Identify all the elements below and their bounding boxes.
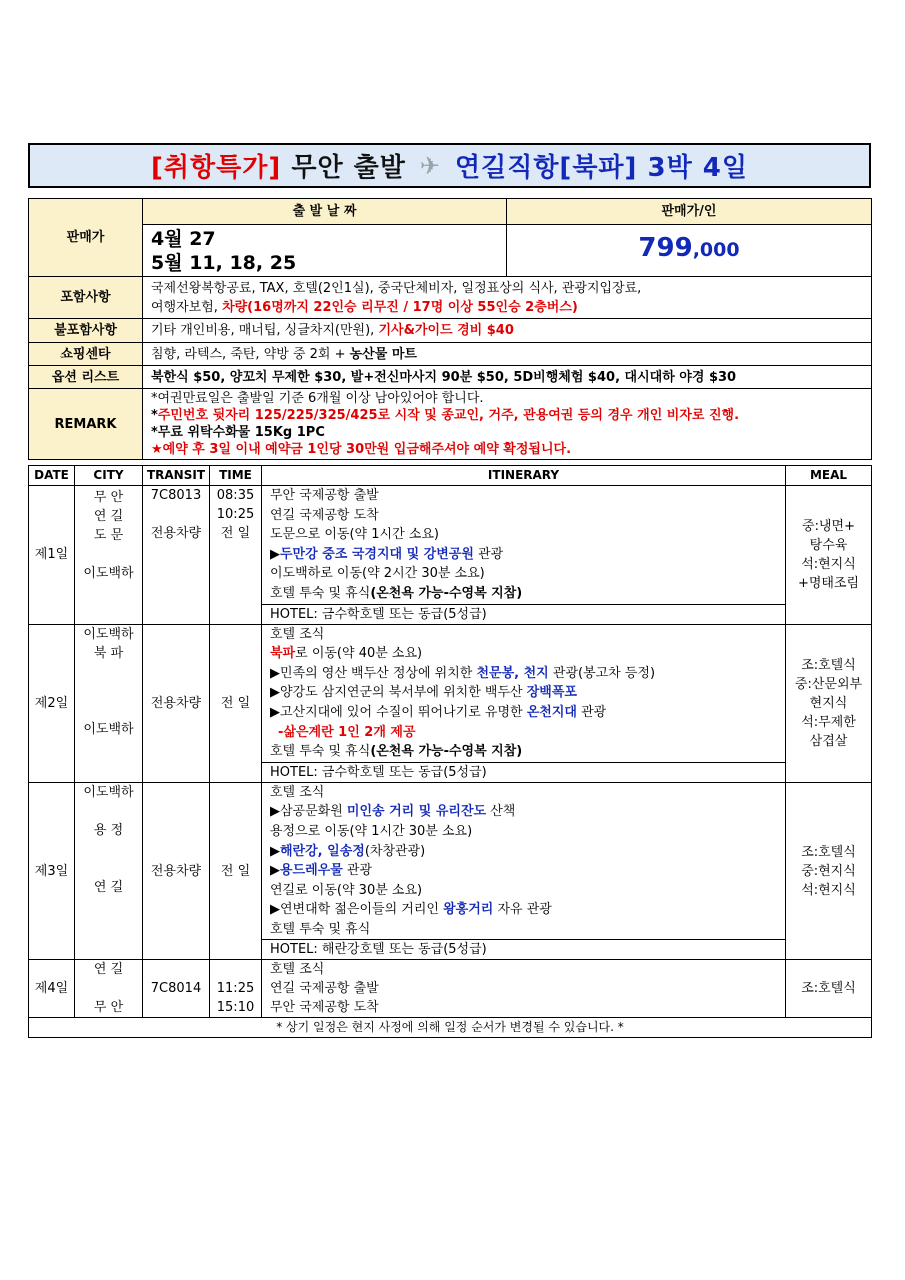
shopping-content bbox=[143, 343, 872, 366]
day4-transit: 7C8014 bbox=[143, 960, 210, 1018]
day4-time-1: 11:25 bbox=[216, 981, 255, 997]
departure-date-header: 출 발 날 짜 bbox=[143, 199, 507, 225]
day1-city-3: 도 문 bbox=[93, 528, 124, 544]
day3-itinerary bbox=[262, 782, 786, 960]
day3-line-5: 관광 bbox=[342, 863, 373, 879]
day1-date: 제1일 bbox=[29, 486, 75, 625]
shopping-text: 침향, 라텍스, 죽탄, 약방 중 2회 + bbox=[151, 346, 350, 362]
day4-line-3: 무안 국제공항 도착 bbox=[270, 1000, 379, 1016]
day2-meal-3: 현지식 bbox=[809, 695, 848, 711]
day2-meal bbox=[786, 624, 872, 782]
itinerary-header-row bbox=[29, 466, 872, 486]
day3-city-2: 용 정 bbox=[93, 822, 124, 838]
day4-date: 제4일 bbox=[29, 960, 75, 1018]
day1-vehicle: 전용차량 bbox=[150, 526, 202, 541]
option-label: 옵션 리스트 bbox=[29, 366, 143, 389]
airplane-icon: ✈ bbox=[419, 151, 441, 180]
day2-meal-2: 중:산문외부 bbox=[794, 676, 863, 692]
arrow-icon: ▶ bbox=[270, 546, 280, 562]
day2-sight-waterfall: 장백폭포 bbox=[526, 685, 577, 701]
day3-cities bbox=[75, 782, 143, 960]
day1-time-2: 10:25 bbox=[216, 507, 255, 522]
day2-line-2: 로 이동(약 40분 소요) bbox=[295, 646, 423, 662]
exclude-label: 불포함사항 bbox=[29, 319, 143, 343]
day2-line-3a: ▶민족의 영산 백두산 정상에 위치한 bbox=[270, 665, 477, 681]
day2-line-7: 호텔 투숙 및 휴식 bbox=[270, 744, 371, 760]
day4-itinerary bbox=[262, 960, 786, 1018]
departure-dates bbox=[143, 225, 507, 277]
day2-row bbox=[29, 624, 872, 782]
day1-line-3: 도문으로 이동(약 1시간 소요) bbox=[270, 527, 439, 543]
title-departure: 무안 출발 bbox=[291, 153, 406, 183]
day2-city-2: 북 파 bbox=[93, 645, 124, 661]
day1-line-5: 이도백하로 이동(약 2시간 30분 소요) bbox=[270, 566, 485, 582]
day2-cities bbox=[75, 624, 143, 782]
price-main: 799 bbox=[638, 233, 693, 263]
day1-hotspring: (온천욕 가능-수영복 지참) bbox=[370, 585, 523, 601]
day1-line-1: 무안 국제공항 출발 bbox=[270, 488, 379, 503]
day3-meal-1: 조:호텔식 bbox=[801, 844, 856, 860]
day1-line-4: 관광 bbox=[473, 546, 504, 562]
arrow-icon: ▶ bbox=[270, 863, 280, 879]
day3-line-3: 용정으로 이동(약 1시간 30분 소요) bbox=[270, 823, 473, 839]
day1-meal-4: +명태조림 bbox=[797, 575, 860, 591]
day2-time: 전 일 bbox=[210, 624, 262, 782]
day3-line-7b: 자유 관광 bbox=[493, 902, 552, 918]
day2-bukpa: 북파 bbox=[270, 646, 296, 662]
day3-time: 전 일 bbox=[210, 782, 262, 960]
price-per-person-header: 판매가/인 bbox=[507, 199, 872, 225]
shopping-market: 농산물 마트 bbox=[349, 346, 417, 362]
day1-transit bbox=[143, 486, 210, 625]
title-destination: 연길직항[북파] bbox=[454, 153, 638, 183]
day3-meal-3: 석:현지식 bbox=[801, 882, 856, 898]
day1-meal-3: 석:현지식 bbox=[801, 556, 856, 572]
day4-row bbox=[29, 960, 872, 1018]
price-suffix: ,000 bbox=[692, 239, 740, 261]
day3-sight-pine: 미인송 거리 및 유리잔도 bbox=[346, 804, 487, 820]
day1-row bbox=[29, 486, 872, 625]
day2-sight-hotspring: 온천지대 bbox=[526, 704, 577, 720]
footer-row bbox=[29, 1018, 872, 1038]
include-content bbox=[143, 277, 872, 319]
header-transit: TRANSIT bbox=[143, 466, 210, 486]
day2-line-5b: 관광 bbox=[576, 704, 607, 720]
day2-itinerary bbox=[262, 624, 786, 782]
day2-city-3: 이도백하 bbox=[83, 721, 134, 737]
day1-meal-2: 탕수육 bbox=[809, 537, 848, 553]
shopping-label: 쇼핑센타 bbox=[29, 343, 143, 366]
option-content: 북한식 $50, 양꼬치 무제한 $30, 발+전신마사지 90분 $50, 5D비행체험 $40, 대시대하 야경 $30 bbox=[143, 366, 872, 389]
include-line-1: 국제선왕복항공료, TAX, 호텔(2인1실), 중국단체비자, 일정표상의 식사, 관광지입장료, bbox=[151, 280, 642, 296]
day1-time-3: 전 일 bbox=[220, 526, 251, 541]
day3-sight-haeran: 해란강, 일송정 bbox=[280, 843, 365, 859]
itinerary-footer-note: * 상기 일정은 현지 사정에 의해 일정 순서가 변경될 수 있습니다. * bbox=[29, 1018, 872, 1038]
day1-itinerary bbox=[262, 486, 786, 625]
day2-city-1: 이도백하 bbox=[83, 626, 134, 642]
day3-row bbox=[29, 782, 872, 960]
day3-date: 제3일 bbox=[29, 782, 75, 960]
day1-meal bbox=[786, 486, 872, 625]
day2-meal-1: 조:호텔식 bbox=[801, 657, 856, 673]
day1-meal-1: 중:냉면+ bbox=[802, 518, 855, 534]
day3-line-1: 호텔 조식 bbox=[270, 784, 325, 800]
remark-star: * bbox=[151, 408, 158, 423]
header-meal: MEAL bbox=[786, 466, 872, 486]
day2-hotel: HOTEL: 금수학호텔 또는 동급(5성급) bbox=[262, 762, 785, 782]
day1-flight: 7C8013 bbox=[150, 488, 202, 503]
day4-line-1: 호텔 조식 bbox=[270, 962, 325, 978]
header-time: TIME bbox=[210, 466, 262, 486]
day2-sight-cheonji: 천문봉, 천지 bbox=[476, 665, 549, 681]
arrow-icon: ▶ bbox=[270, 843, 280, 859]
remark-deposit: ★예약 후 3일 이내 예약금 1인당 30만원 입금해주셔야 예약 확정됩니다. bbox=[151, 442, 572, 457]
day3-line-7a: ▶연변대학 젊은이들의 거리인 bbox=[270, 902, 444, 918]
day2-meal-4: 석:무제한 bbox=[801, 714, 856, 730]
day1-cities bbox=[75, 486, 143, 625]
day4-times bbox=[210, 960, 262, 1018]
day1-city-1: 무 안 bbox=[93, 490, 124, 506]
page-title bbox=[28, 143, 871, 188]
day3-meal bbox=[786, 782, 872, 960]
exclude-content bbox=[143, 319, 872, 343]
day4-time-2: 15:10 bbox=[216, 1000, 255, 1016]
day4-city-1: 연 길 bbox=[93, 962, 124, 978]
day2-transit: 전용차량 bbox=[143, 624, 210, 782]
day1-city-2: 연 길 bbox=[93, 509, 124, 525]
remark-baggage: *무료 위탁수화물 15Kg 1PC bbox=[151, 425, 325, 440]
remark-visa: 주민번호 뒷자리 125/225/325/425로 시작 및 종교인, 거주, 관용여권 등의 경우 개인 비자로 진행. bbox=[157, 408, 740, 423]
title-duration: 3박 4일 bbox=[647, 153, 748, 183]
day1-line-2: 연길 국제공항 도착 bbox=[270, 507, 379, 523]
remark-passport: *여권만료일은 출발일 기준 6개월 이상 남아있어야 합니다. bbox=[151, 391, 484, 406]
price-label: 판매가 bbox=[29, 199, 143, 277]
include-vehicle: 차량(16명까지 22인승 리무진 / 17명 이상 55인승 2층버스) bbox=[222, 299, 578, 315]
day3-line-6: 연길로 이동(약 30분 소요) bbox=[270, 882, 423, 898]
day3-city-1: 이도백하 bbox=[83, 784, 134, 800]
day1-city-4: 이도백하 bbox=[83, 566, 134, 582]
header-itinerary: ITINERARY bbox=[262, 466, 786, 486]
exclude-guide-fee: 기사&가이드 경비 $40 bbox=[378, 323, 514, 338]
header-city: CITY bbox=[75, 466, 143, 486]
info-table bbox=[28, 198, 872, 460]
itinerary-table bbox=[28, 465, 872, 1038]
day1-times bbox=[210, 486, 262, 625]
day3-hotel: HOTEL: 해란강호텔 또는 동급(5성급) bbox=[262, 939, 785, 959]
day2-meal-5: 삼겹살 bbox=[809, 733, 848, 749]
day3-line-2b: 산책 bbox=[486, 804, 516, 820]
day1-time-1: 08:35 bbox=[216, 488, 255, 503]
title-tag: [취항특가] bbox=[151, 153, 282, 183]
day1-line-6: 호텔 투숙 및 휴식 bbox=[270, 585, 371, 601]
exclude-text: 기타 개인비용, 매너팁, 싱글차지(만원), bbox=[151, 323, 379, 338]
day3-meal-2: 중:현지식 bbox=[801, 863, 856, 879]
remark-content bbox=[143, 389, 872, 460]
include-line-2: 여행자보험, bbox=[151, 299, 223, 315]
day2-hotspring: (온천욕 가능-수영복 지참) bbox=[370, 744, 523, 760]
dates-line-1: 4월 27 bbox=[151, 227, 216, 250]
day2-line-1: 호텔 조식 bbox=[270, 626, 325, 642]
day3-line-4: (차창관광) bbox=[364, 843, 426, 859]
day4-line-2: 연길 국제공항 출발 bbox=[270, 981, 379, 997]
day2-line-3b: 관광(봉고차 등정) bbox=[548, 665, 656, 681]
day4-city-2: 무 안 bbox=[93, 1000, 124, 1016]
day3-transit: 전용차량 bbox=[143, 782, 210, 960]
price-value bbox=[507, 225, 872, 277]
day1-sight-tumen: 두만강 중조 국경지대 및 강변공원 bbox=[280, 546, 474, 562]
remark-label: REMARK bbox=[29, 389, 143, 460]
day3-sight-well: 용드레우물 bbox=[280, 863, 343, 879]
include-label: 포함사항 bbox=[29, 277, 143, 319]
day2-date: 제2일 bbox=[29, 624, 75, 782]
day3-sight-street: 왕홍거리 bbox=[443, 902, 494, 918]
day2-line-4: ▶양강도 삼지연군의 북서부에 위치한 백두산 bbox=[270, 685, 527, 701]
day1-hotel: HOTEL: 금수학호텔 또는 동급(5성급) bbox=[262, 604, 785, 624]
day3-city-3: 연 길 bbox=[93, 879, 124, 895]
header-date: DATE bbox=[29, 466, 75, 486]
day2-egg: -삶은계란 1인 2개 제공 bbox=[278, 724, 416, 740]
dates-line-2: 5월 11, 18, 25 bbox=[151, 251, 297, 274]
day3-line-2a: ▶삼공문화원 bbox=[270, 804, 347, 820]
day4-meal: 조:호텔식 bbox=[786, 960, 872, 1018]
day4-cities bbox=[75, 960, 143, 1018]
day3-line-8: 호텔 투숙 및 휴식 bbox=[270, 921, 371, 937]
day2-line-5a: ▶고산지대에 있어 수질이 뛰어나기로 유명한 bbox=[270, 704, 527, 720]
